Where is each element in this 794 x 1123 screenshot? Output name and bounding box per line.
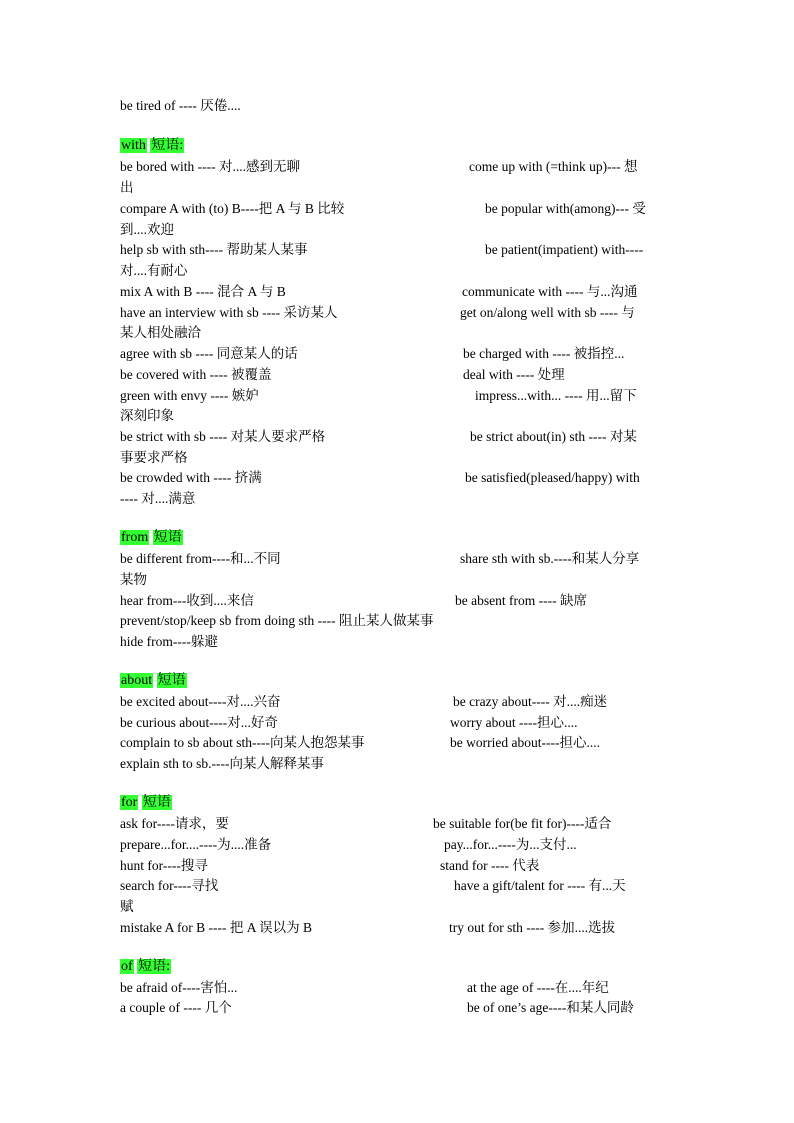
table-row — [120, 998, 676, 1018]
phrase-right: come up with (=think up)--- 想 — [469, 159, 638, 174]
table-row — [120, 814, 676, 834]
table-row-continuation — [120, 406, 676, 426]
table-row-continuation — [120, 323, 676, 343]
phrase-left: prepare...for....----为....准备 — [120, 837, 272, 852]
table-row — [120, 918, 676, 938]
phrase-left: be strict with sb ---- 对某人要求严格 — [120, 429, 326, 444]
phrase-left: be excited about----对....兴奋 — [120, 694, 281, 709]
table-row — [120, 754, 676, 774]
table-row — [120, 733, 676, 753]
phrase-left: be covered with ---- 被覆盖 — [120, 367, 272, 382]
heading-key: with — [121, 138, 146, 153]
table-row — [120, 632, 676, 652]
table-row — [120, 240, 676, 260]
phrase-continuation: 某物 — [120, 572, 147, 587]
phrase-right: have a gift/talent for ---- 有...天 — [454, 878, 626, 893]
table-row — [120, 427, 676, 447]
phrase-left: be afraid of----害怕... — [120, 980, 238, 995]
table-row — [120, 591, 676, 611]
phrase-right: worry about ----担心.... — [450, 715, 578, 730]
section-heading-about — [120, 671, 187, 691]
table-row-continuation — [120, 261, 676, 281]
phrase-right: be popular with(among)--- 受 — [485, 201, 646, 216]
phrase-left: be bored with ---- 对....感到无聊 — [120, 159, 300, 174]
phrase-continuation: 某人相处融洽 — [120, 325, 201, 340]
table-row — [120, 344, 676, 364]
phrase-right: be absent from ---- 缺席 — [455, 593, 587, 608]
phrase-left: help sb with sth---- 帮助某人某事 — [120, 242, 308, 257]
phrase-left: be tired of ---- 厌倦.... — [120, 98, 241, 113]
heading-label: 短语 — [157, 673, 186, 688]
table-row — [120, 856, 676, 876]
phrase-right: get on/along well with sb ---- 与 — [460, 305, 635, 320]
phrase-right: impress...with... ---- 用...留下 — [475, 388, 637, 403]
phrase-left: complain to sb about sth----向某人抱怨某事 — [120, 735, 365, 750]
table-row-continuation — [120, 489, 676, 509]
phrase-right: communicate with ---- 与...沟通 — [462, 284, 638, 299]
table-row — [120, 611, 676, 631]
phrase-left: hide from----躲避 — [120, 634, 218, 649]
phrase-continuation: ---- 对....满意 — [120, 491, 196, 506]
phrase-left: have an interview with sb ---- 采访某人 — [120, 305, 338, 320]
heading-key: about — [121, 673, 153, 688]
phrase-right: be satisfied(pleased/happy) with — [465, 470, 640, 485]
table-row-continuation — [120, 897, 676, 917]
table-row-continuation — [120, 178, 676, 198]
heading-label: 短语 — [142, 795, 171, 810]
phrase-right: be suitable for(be fit for)----适合 — [433, 816, 612, 831]
table-row-continuation — [120, 448, 676, 468]
table-row — [120, 365, 676, 385]
phrase-right: pay...for...----为...支付... — [444, 837, 577, 852]
phrase-left: hunt for----搜寻 — [120, 858, 208, 873]
section-heading-for — [120, 793, 172, 813]
phrase-left: a couple of ---- 几个 — [120, 1000, 232, 1015]
phrase-right: be worried about----担心.... — [450, 735, 600, 750]
heading-key: from — [121, 530, 149, 545]
phrase-right: share sth with sb.----和某人分享 — [460, 551, 640, 566]
table-row — [120, 713, 676, 733]
table-row — [120, 282, 676, 302]
phrase-left: hear from---收到....来信 — [120, 593, 254, 608]
phrase-left: mistake A for B ---- 把 A 误以为 B — [120, 920, 312, 935]
phrase-right: at the age of ----在....年纪 — [467, 980, 609, 995]
table-row — [120, 157, 676, 177]
table-row — [120, 303, 676, 323]
heading-label: 短语: — [138, 959, 171, 974]
phrase-right: stand for ---- 代表 — [440, 858, 540, 873]
intro-line — [120, 96, 676, 116]
phrase-continuation: 深刻印象 — [120, 408, 174, 423]
phrase-continuation: 赋 — [120, 899, 134, 914]
phrase-left: ask for----请求，要 — [120, 816, 229, 831]
table-row — [120, 549, 676, 569]
phrase-left: agree with sb ---- 同意某人的话 — [120, 346, 298, 361]
phrase-left: mix A with B ---- 混合 A 与 B — [120, 284, 286, 299]
heading-label: 短语 — [153, 530, 182, 545]
phrase-left: explain sth to sb.----向某人解释某事 — [120, 756, 324, 771]
heading-key: of — [121, 959, 133, 974]
phrase-left: prevent/stop/keep sb from doing sth ---- 阻止某人做某事 — [120, 613, 434, 628]
section-heading-from — [120, 528, 183, 548]
table-row-continuation — [120, 220, 676, 240]
table-row — [120, 386, 676, 406]
phrase-right: be of one’s age----和某人同龄 — [467, 1000, 634, 1015]
phrase-left: be crowded with ---- 挤满 — [120, 470, 262, 485]
phrase-right: be strict about(in) sth ---- 对某 — [470, 429, 637, 444]
heading-label: 短语: — [151, 138, 184, 153]
table-row — [120, 468, 676, 488]
phrase-right: be crazy about---- 对....痴迷 — [453, 694, 608, 709]
section-heading-of — [120, 957, 171, 977]
phrase-right: deal with ---- 处理 — [463, 367, 565, 382]
phrase-right: be patient(impatient) with---- — [485, 242, 644, 257]
table-row — [120, 978, 676, 998]
table-row — [120, 692, 676, 712]
heading-key: for — [121, 795, 138, 810]
section-heading-with — [120, 136, 184, 156]
phrase-left: be different from----和...不同 — [120, 551, 281, 566]
table-row — [120, 876, 676, 896]
phrase-left: compare A with (to) B----把 A 与 B 比较 — [120, 201, 345, 216]
table-row — [120, 199, 676, 219]
phrase-continuation: 对....有耐心 — [120, 263, 188, 278]
phrase-right: be charged with ---- 被指控... — [463, 346, 625, 361]
phrase-continuation: 事要求严格 — [120, 450, 188, 465]
phrase-left: be curious about----对...好奇 — [120, 715, 278, 730]
phrase-continuation: 出 — [120, 180, 134, 195]
phrase-right: try out for sth ---- 参加....选拔 — [449, 920, 616, 935]
table-row-continuation — [120, 570, 676, 590]
phrase-left: search for----寻找 — [120, 878, 219, 893]
phrase-continuation: 到....欢迎 — [120, 222, 174, 237]
phrase-left: green with envy ---- 嫉妒 — [120, 388, 259, 403]
table-row — [120, 835, 676, 855]
